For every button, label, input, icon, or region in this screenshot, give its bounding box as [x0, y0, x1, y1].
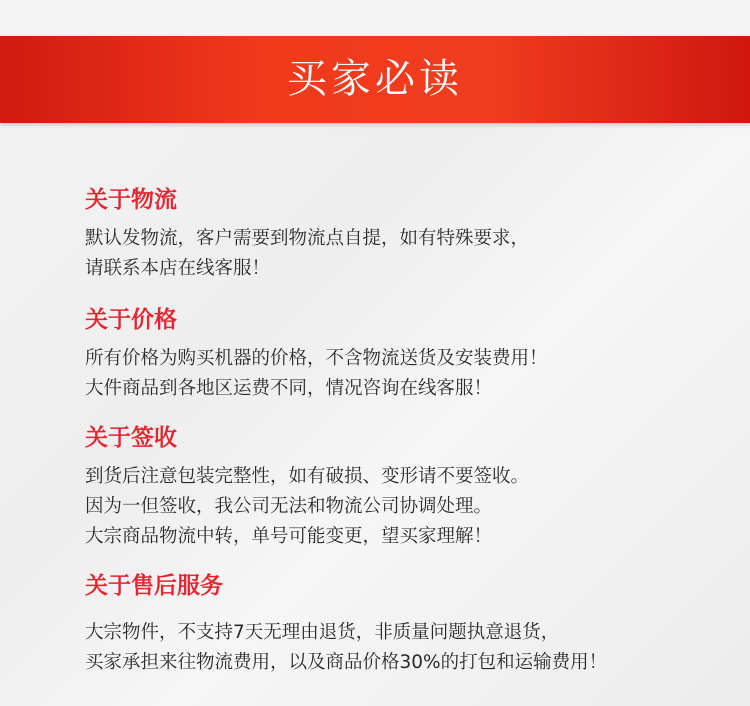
section-title: 关于签收 [85, 425, 177, 451]
section-text: 所有价格为购买机器的价格，不含物流送货及安装费用！ [85, 348, 548, 369]
section-text: 大宗物件，不支持7天无理由退货，非质量问题执意退货， [85, 622, 560, 643]
section-signing [85, 420, 529, 552]
page-title: 买家必读 [287, 56, 463, 102]
section-text: 因为一但签收，我公司无法和物流公司协调处理。 [85, 496, 493, 517]
header-banner [0, 36, 750, 123]
section-title: 关于物流 [85, 187, 177, 213]
section-text: 请联系本店在线客服！ [85, 258, 271, 279]
section-text: 大宗商品物流中转，单号可能变更，望买家理解！ [85, 526, 493, 547]
section-title: 关于价格 [85, 307, 177, 333]
section-logistics [85, 182, 529, 284]
section-text: 大件商品到各地区运费不同，情况咨询在线客服！ [85, 378, 493, 399]
section-text: 买家承担来往物流费用，以及商品价格30%的打包和运输费用！ [85, 652, 608, 673]
section-after-sales [85, 568, 607, 678]
section-text: 默认发物流，客户需要到物流点自提，如有特殊要求， [85, 228, 530, 249]
section-price [85, 302, 548, 404]
top-strip [0, 0, 750, 36]
section-title: 关于售后服务 [85, 573, 223, 599]
section-text: 到货后注意包装完整性，如有破损、变形请不要签收。 [85, 466, 530, 487]
